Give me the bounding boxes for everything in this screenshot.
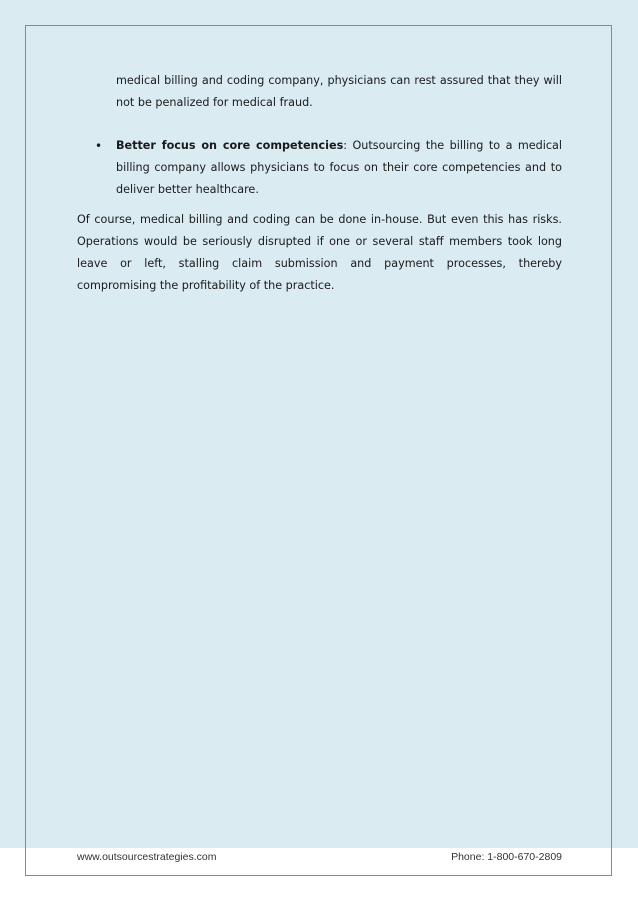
continued-bullet-text: medical billing and coding company, physicians can rest assured that they will not be penalized for medical fraud. (116, 74, 562, 109)
footer-phone: Phone: 1-800-670-2809 (451, 851, 562, 863)
footer-website: www.outsourcestrategies.com (77, 851, 217, 863)
page-footer (77, 849, 562, 867)
bullet-heading: Better focus on core competencies (116, 139, 344, 152)
bullet-item-core-competencies (95, 135, 562, 201)
body-paragraph: Of course, medical billing and coding can be done in-house. But even this has risks. Operations would be seriously disrupted if one or several staff members took long leave or left, stalling claim submission and payment processes, thereby compromising the profitability of the practice. (77, 213, 562, 292)
bullet-text: : Outsourcing the billing to a medical billing company allows physicians to focus on their core competencies and to deliver better healthcare. (116, 139, 562, 196)
bullet-icon: • (95, 139, 103, 153)
page-content (77, 70, 562, 297)
